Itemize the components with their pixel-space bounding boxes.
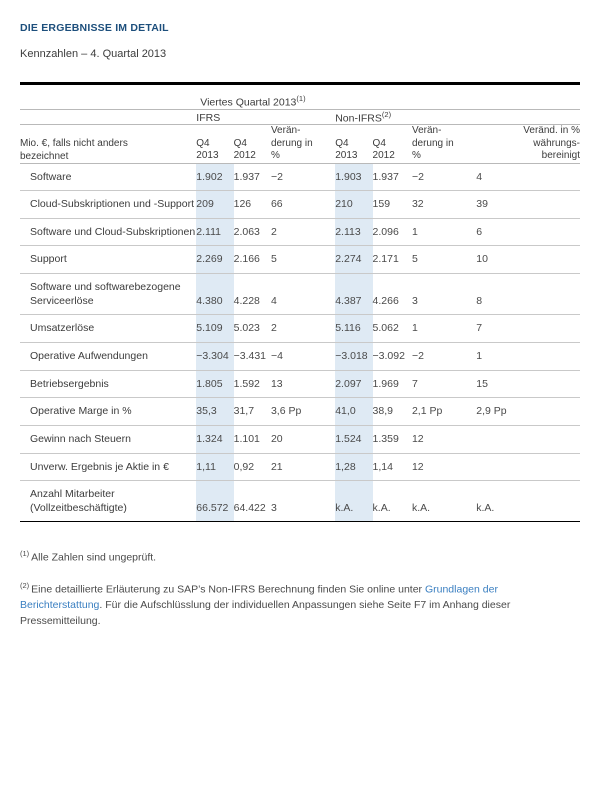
table-row [20, 398, 580, 426]
row-value-ifrs-2012: 1.592 [234, 370, 271, 398]
q4b-line-1: Q4 [233, 137, 247, 149]
row-value-ifrs-2012: 2.063 [234, 218, 271, 246]
period-label: Viertes Quartal 2013 [200, 96, 297, 109]
footnote-2-text-part1: Eine detaillierte Erläuterung zu SAP’s Non-IFRS Berechnung finden Sie online unter [31, 583, 425, 596]
row-value-ifrs-change: 66 [271, 191, 335, 219]
row-value-ifrs-change: 3 [271, 481, 335, 522]
period-footnote-marker: (1) [296, 94, 306, 103]
row-value-nonifrs-2012: 1.937 [373, 163, 412, 191]
chg-line-2: derung in [270, 137, 313, 149]
cc-line-2: währungs- [533, 137, 580, 149]
row-value-nonifrs-2013: 210 [335, 191, 372, 219]
row-value-currency-adjusted: k.A. [476, 481, 580, 522]
row-value-ifrs-2013: 1.805 [196, 370, 233, 398]
column-header-ifrs-q4-2013 [196, 125, 233, 163]
row-value-nonifrs-change: 12 [412, 453, 476, 481]
row-value-ifrs-change: 20 [271, 425, 335, 453]
q4a-line-2: 2013 [196, 150, 219, 161]
row-value-ifrs-2012: 2.166 [234, 246, 271, 274]
row-value-ifrs-change: 3,6 Pp [271, 398, 335, 426]
row-value-ifrs-2012: 64.422 [234, 481, 271, 522]
nonifrs-group-label [335, 109, 580, 124]
q4c-line-2: 2013 [335, 150, 358, 161]
row-label: Operative Marge in % [20, 398, 196, 426]
footnotes [20, 548, 580, 629]
row-value-ifrs-2013: 2.269 [196, 246, 233, 274]
row-value-ifrs-change: 4 [271, 274, 335, 315]
row-value-nonifrs-2012: 159 [373, 191, 412, 219]
row-value-nonifrs-2013: 4.387 [335, 274, 372, 315]
row-value-ifrs-2013: 1,11 [196, 453, 233, 481]
row-value-nonifrs-change: −2 [412, 163, 476, 191]
row-value-ifrs-2013: 35,3 [196, 398, 233, 426]
footnote-2 [20, 580, 580, 630]
row-value-ifrs-change: −2 [271, 163, 335, 191]
page-subtitle: Kennzahlen – 4. Quartal 2013 [20, 48, 167, 60]
table-row [20, 274, 580, 315]
period-header [196, 94, 580, 109]
q4c-line-1: Q4 [335, 137, 349, 149]
row-label: Software und softwarebezogene Serviceerlöse [20, 274, 196, 315]
row-value-ifrs-change: −4 [271, 342, 335, 370]
row-value-ifrs-change: 2 [271, 315, 335, 343]
footnote-1-text: Alle Zahlen sind ungeprüft. [31, 551, 157, 564]
period-header-row [20, 94, 580, 109]
row-value-nonifrs-2013: 41,0 [335, 398, 372, 426]
unit-line-1: Mio. €, falls nicht anders [20, 137, 128, 149]
row-value-ifrs-change: 5 [271, 246, 335, 274]
row-value-ifrs-2013: 66.572 [196, 481, 233, 522]
row-value-ifrs-2013: 5.109 [196, 315, 233, 343]
footnote-1-marker: (1) [20, 549, 30, 559]
row-label: Umsatzerlöse [20, 315, 196, 343]
row-value-ifrs-2012: 5.023 [234, 315, 271, 343]
row-value-nonifrs-2013: 2.274 [335, 246, 372, 274]
row-value-ifrs-2013: 4.380 [196, 274, 233, 315]
row-value-currency-adjusted: 2,9 Pp [476, 398, 580, 426]
ifrs-group-label: IFRS [196, 112, 221, 124]
q4d-line-1: Q4 [372, 137, 386, 149]
column-header-row [20, 125, 580, 163]
financial-table [20, 82, 580, 522]
row-value-currency-adjusted [476, 453, 580, 481]
row-value-nonifrs-change: k.A. [412, 481, 476, 522]
table-row [20, 370, 580, 398]
framework-header-row [20, 109, 580, 124]
column-header-ifrs-change [271, 125, 335, 163]
row-value-nonifrs-2012: 38,9 [373, 398, 412, 426]
row-value-nonifrs-2012: 1,14 [373, 453, 412, 481]
row-label: Operative Aufwendungen [20, 342, 196, 370]
row-value-ifrs-2013: 1.902 [196, 163, 233, 191]
cc-line-3: bereinigt [541, 150, 580, 161]
row-value-nonifrs-2013: 5.116 [335, 315, 372, 343]
row-value-nonifrs-2012: 1.969 [373, 370, 412, 398]
nonifrs-footnote-marker: (2) [381, 109, 392, 119]
column-header-nonifrs-q4-2012 [373, 125, 412, 163]
page-title: DIE ERGEBNISSE IM DETAIL [20, 22, 169, 34]
row-value-ifrs-change: 21 [271, 453, 335, 481]
chg-line-3: % [270, 150, 280, 161]
cc-line-1: Veränd. in % [523, 125, 580, 136]
row-value-ifrs-change: 2 [271, 218, 335, 246]
row-value-nonifrs-2013: k.A. [335, 481, 372, 522]
table-row [20, 315, 580, 343]
row-value-ifrs-2012: 0,92 [234, 453, 271, 481]
footnote-2-text-part2: . Für die Aufschlüsslung der individuellen Anpassungen siehe Seite F7 im Anhang dieser Pressemitteilung. [20, 598, 511, 627]
unit-line-2: bezeichnet [20, 150, 69, 162]
row-label: Gewinn nach Steuern [20, 425, 196, 453]
row-value-nonifrs-change: 12 [412, 425, 476, 453]
row-value-nonifrs-change: 1 [412, 218, 476, 246]
framework-spacer [20, 109, 196, 124]
q4a-line-1: Q4 [196, 137, 210, 149]
table-row [20, 342, 580, 370]
row-value-nonifrs-2013: 1.903 [335, 163, 372, 191]
row-value-nonifrs-2013: 2.113 [335, 218, 372, 246]
row-label: Software [20, 163, 196, 191]
row-value-currency-adjusted: 4 [476, 163, 580, 191]
row-value-nonifrs-2012: 2.096 [373, 218, 412, 246]
row-value-ifrs-change: 13 [271, 370, 335, 398]
row-value-nonifrs-change: 5 [412, 246, 476, 274]
row-value-nonifrs-2012: k.A. [373, 481, 412, 522]
column-header-nonifrs-q4-2013 [335, 125, 372, 163]
reporting-basics-link[interactable]: Grundlagen der Berichterstattung [20, 583, 498, 611]
nonifrs-label-text: Non-IFRS [335, 112, 382, 124]
row-value-ifrs-2012: 31,7 [234, 398, 271, 426]
row-value-ifrs-2013: −3.304 [196, 342, 233, 370]
row-value-nonifrs-2013: 2.097 [335, 370, 372, 398]
row-value-ifrs-2013: 2.111 [196, 218, 233, 246]
row-value-currency-adjusted: 1 [476, 342, 580, 370]
spacer-cell [20, 94, 196, 109]
row-value-nonifrs-2012: 4.266 [373, 274, 412, 315]
row-value-ifrs-2012: 4.228 [234, 274, 271, 315]
table-row [20, 218, 580, 246]
row-value-ifrs-2012: 126 [234, 191, 271, 219]
row-value-currency-adjusted: 7 [476, 315, 580, 343]
column-header-ifrs-q4-2012 [234, 125, 271, 163]
chg2-line-1: Verän- [411, 125, 442, 136]
row-value-nonifrs-2012: −3.092 [373, 342, 412, 370]
row-value-nonifrs-2012: 2.171 [373, 246, 412, 274]
table-row [20, 425, 580, 453]
row-label: Cloud-Subskriptionen und -Support [20, 191, 196, 219]
row-label: Software und Cloud-Subskriptionen [20, 218, 196, 246]
footnote-2-marker: (2) [20, 580, 30, 590]
row-value-ifrs-2013: 1.324 [196, 425, 233, 453]
table-row [20, 453, 580, 481]
row-label: Unverw. Ergebnis je Aktie in € [20, 453, 196, 481]
table-top-rule [20, 84, 580, 95]
row-value-nonifrs-2012: 5.062 [373, 315, 412, 343]
row-value-nonifrs-2012: 1.359 [373, 425, 412, 453]
column-header-currency-adjusted [476, 125, 580, 163]
table-row [20, 246, 580, 274]
row-value-nonifrs-change: 3 [412, 274, 476, 315]
row-value-currency-adjusted: 10 [476, 246, 580, 274]
row-value-nonifrs-2013: −3.018 [335, 342, 372, 370]
row-value-ifrs-2013: 209 [196, 191, 233, 219]
table-row [20, 191, 580, 219]
chg-line-1: Verän- [270, 125, 301, 136]
row-value-currency-adjusted: 15 [476, 370, 580, 398]
column-header-nonifrs-change [412, 125, 476, 163]
row-value-ifrs-2012: −3.431 [234, 342, 271, 370]
q4d-line-2: 2012 [372, 150, 395, 161]
row-value-nonifrs-change: 2,1 Pp [412, 398, 476, 426]
row-value-nonifrs-2013: 1.524 [335, 425, 372, 453]
footnote-1 [20, 548, 580, 566]
row-value-currency-adjusted [476, 425, 580, 453]
row-value-nonifrs-change: 32 [412, 191, 476, 219]
row-value-currency-adjusted: 6 [476, 218, 580, 246]
row-label: Betriebsergebnis [20, 370, 196, 398]
row-label: Support [20, 246, 196, 274]
table-row [20, 481, 580, 522]
row-value-currency-adjusted: 8 [476, 274, 580, 315]
chg2-line-2: derung in [411, 137, 454, 149]
table-row [20, 163, 580, 191]
chg2-line-3: % [411, 150, 421, 161]
row-value-nonifrs-change: −2 [412, 342, 476, 370]
column-header-unit [20, 125, 196, 163]
row-value-nonifrs-change: 1 [412, 315, 476, 343]
row-value-currency-adjusted: 39 [476, 191, 580, 219]
row-value-nonifrs-2013: 1,28 [335, 453, 372, 481]
row-label: Anzahl Mitarbeiter (Vollzeitbeschäftigte) [20, 481, 196, 522]
q4b-line-2: 2012 [233, 150, 256, 161]
row-value-ifrs-2012: 1.937 [234, 163, 271, 191]
row-value-ifrs-2012: 1.101 [234, 425, 271, 453]
row-value-nonifrs-change: 7 [412, 370, 476, 398]
